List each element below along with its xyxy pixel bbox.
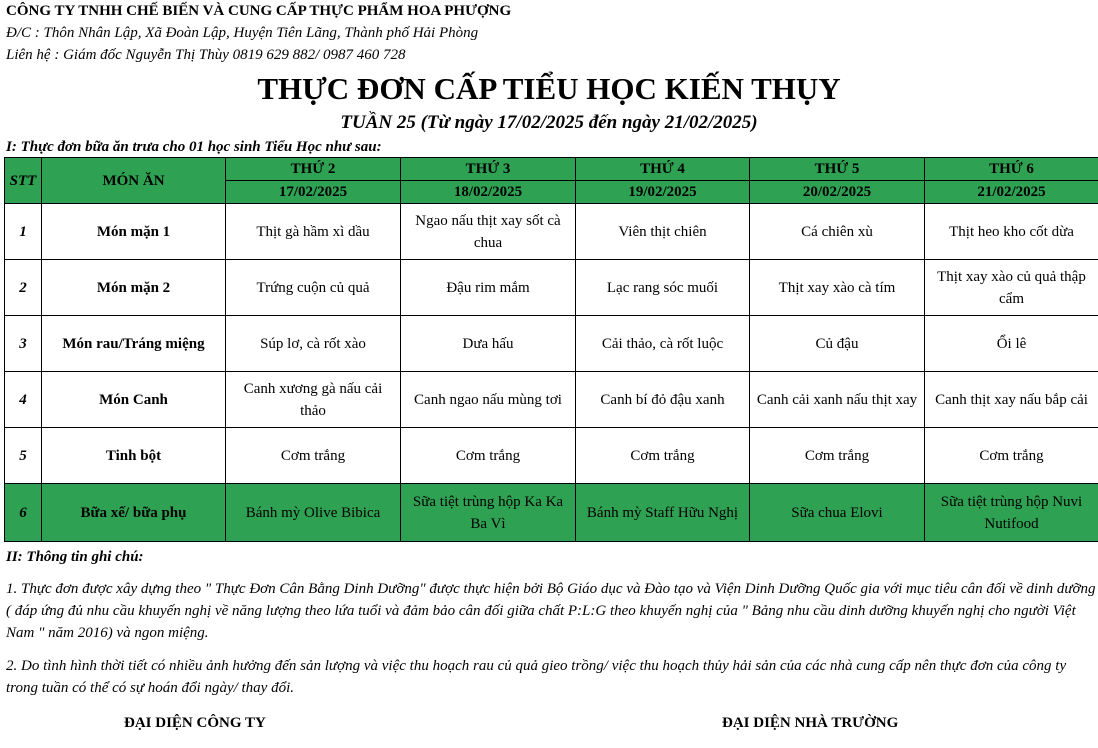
menu-cell: Thịt heo kho cốt dừa: [925, 204, 1098, 260]
menu-cell: Bánh mỳ Olive Bibica: [226, 484, 401, 542]
menu-cell: Cơm trắng: [750, 428, 925, 484]
menu-cell: Canh bí đỏ đậu xanh: [576, 372, 750, 428]
dish-type: Tinh bột: [42, 428, 226, 484]
company-contact: Liên hệ : Giám đốc Nguyễn Thị Thùy 0819 629 882/ 0987 460 728: [6, 47, 406, 63]
date-header: 20/02/2025: [750, 181, 925, 204]
table-row: [5, 260, 1098, 316]
menu-cell: Thịt xay xào củ quả thập cẩm: [925, 260, 1098, 316]
day-header: THỨ 5: [750, 158, 925, 181]
table-row: [5, 428, 1098, 484]
page-subtitle: TUẦN 25 (Từ ngày 17/02/2025 đến ngày 21/02/2025): [340, 112, 758, 133]
menu-cell: Cá chiên xù: [750, 204, 925, 260]
menu-cell: Trứng cuộn củ quả: [226, 260, 401, 316]
signature-school: ĐẠI DIỆN NHÀ TRƯỜNG: [722, 715, 899, 731]
row-number: 1: [5, 204, 42, 260]
section-heading-menu: I: Thực đơn bữa ăn trưa cho 01 học sinh Tiểu Học như sau:: [6, 139, 382, 155]
menu-cell: Canh ngao nấu mùng tơi: [401, 372, 576, 428]
table-row: [5, 316, 1098, 372]
row-number: 4: [5, 372, 42, 428]
menu-cell: Dưa hấu: [401, 316, 576, 372]
menu-table: [4, 157, 1098, 542]
signature-company: ĐẠI DIỆN CÔNG TY: [124, 715, 266, 731]
date-header: 19/02/2025: [576, 181, 750, 204]
row-number: 3: [5, 316, 42, 372]
row-number: 5: [5, 428, 42, 484]
row-number: 2: [5, 260, 42, 316]
row-number: 6: [5, 484, 42, 542]
dish-type: Món mặn 2: [42, 260, 226, 316]
menu-cell: Sữa tiệt trùng hộp Nuvi Nutifood: [925, 484, 1098, 542]
menu-cell: Súp lơ, cà rốt xào: [226, 316, 401, 372]
menu-cell: Bánh mỳ Staff Hữu Nghị: [576, 484, 750, 542]
table-row: [5, 204, 1098, 260]
menu-cell: Đậu rim mắm: [401, 260, 576, 316]
dish-type: Món mặn 1: [42, 204, 226, 260]
stt-header: STT: [5, 158, 42, 204]
menu-cell: Sữa chua Elovi: [750, 484, 925, 542]
day-header: THỨ 4: [576, 158, 750, 181]
menu-cell: Cơm trắng: [925, 428, 1098, 484]
section-heading-notes: II: Thông tin ghi chú:: [6, 549, 144, 565]
page-title: THỰC ĐƠN CẤP TIỂU HỌC KIẾN THỤY: [257, 71, 841, 106]
table-row: [5, 372, 1098, 428]
menu-cell: Lạc rang sóc muối: [576, 260, 750, 316]
menu-cell: Củ đậu: [750, 316, 925, 372]
dish-header: MÓN ĂN: [42, 158, 226, 204]
menu-cell: Cải thảo, cà rốt luộc: [576, 316, 750, 372]
note-item: 2. Do tình hình thời tiết có nhiều ảnh hưởng đến sản lượng và việc thu hoạch rau củ quả gieo trồng/ việc thu hoạch thủy hải sản của các nhà cung cấp nên thực đơn của công ty trong tuần có thể có sự hoán đổi ngày/ thay đổi.: [6, 658, 1067, 696]
menu-cell: Canh cải xanh nấu thịt xay: [750, 372, 925, 428]
date-header: 17/02/2025: [226, 181, 401, 204]
table-row-snack: [5, 484, 1098, 542]
menu-cell: Canh xương gà nấu cải thảo: [226, 372, 401, 428]
date-header: 18/02/2025: [401, 181, 576, 204]
day-header: THỨ 2: [226, 158, 401, 181]
day-header: THỨ 3: [401, 158, 576, 181]
menu-cell: Ổi lê: [925, 316, 1098, 372]
day-header: THỨ 6: [925, 158, 1098, 181]
menu-cell: Cơm trắng: [576, 428, 750, 484]
company-name: CÔNG TY TNHH CHẾ BIẾN VÀ CUNG CẤP THỰC PHẨM HOA PHƯỢNG: [6, 3, 512, 19]
menu-cell: Viên thịt chiên: [576, 204, 750, 260]
menu-cell: Cơm trắng: [401, 428, 576, 484]
dish-type: Món Canh: [42, 372, 226, 428]
dish-type: Món rau/Tráng miệng: [42, 316, 226, 372]
date-header: 21/02/2025: [925, 181, 1098, 204]
menu-cell: Thịt gà hầm xì dầu: [226, 204, 401, 260]
menu-cell: Thịt xay xào cà tím: [750, 260, 925, 316]
menu-cell: Canh thịt xay nấu bắp cải: [925, 372, 1098, 428]
menu-cell: Sữa tiệt trùng hộp Ka Ka Ba Vì: [401, 484, 576, 542]
dish-type: Bữa xế/ bữa phụ: [42, 484, 226, 542]
menu-cell: Ngao nấu thịt xay sốt cà chua: [401, 204, 576, 260]
menu-cell: Cơm trắng: [226, 428, 401, 484]
company-address: Đ/C : Thôn Nhân Lập, Xã Đoàn Lập, Huyện Tiên Lãng, Thành phố Hải Phòng: [6, 25, 479, 41]
note-item: 1. Thực đơn được xây dựng theo " Thực Đơn Cân Bằng Dinh Dưỡng" được thực hiện bởi Bộ Giáo dục và Đào tạo và Viện Dinh Dưỡng Quốc gia với mục tiêu cân đối về dinh dưỡng ( đáp ứng đủ nhu cầu khuyến nghị về năng lượng theo lứa tuổi và đảm bảo cân đối giữa chất P:L:G theo khuyến nghị của " Bảng nhu cầu dinh dưỡng khuyến nghị cho người Việt Nam " năm 2016) và ngon miệng.: [6, 581, 1096, 641]
